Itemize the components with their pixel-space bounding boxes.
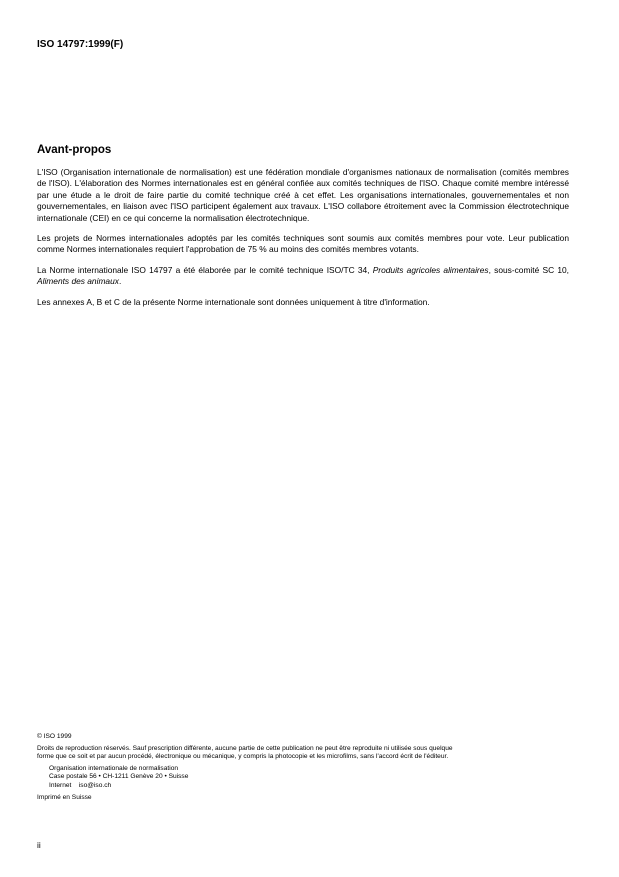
postal-address: Case postale 56 • CH-1211 Genève 20 • Suisse [49,773,189,781]
committee-name: Produits agricoles alimentaires [372,264,489,275]
committee-text-2: , sous-comité SC 10, [488,264,570,275]
foreword-body [37,167,569,317]
rights-statement-line-1: Droits de reproduction réservés. Sauf prescription différente, aucune partie de cette publication ne peut être reproduite ni utilisée sous quelque [37,744,453,752]
page-number: ii [37,840,41,850]
foreword-paragraph-annexes: Les annexes A, B et C de la présente Norme internationale sont données uniquement à titre d'information. [37,296,430,307]
internet-contact [37,782,582,791]
internet-email: iso@iso.ch [78,781,112,789]
foreword-paragraph-committee [37,265,569,288]
copyright-block [37,733,582,802]
organization-name: Organisation internationale de normalisation [49,764,179,772]
copyright-notice: © ISO 1999 [37,733,72,740]
printed-in: Imprimé en Suisse [37,793,92,801]
subcommittee-name: Aliments des animaux [37,276,119,287]
standard-reference: ISO 14797:1999(F) [37,39,124,50]
foreword-paragraph-iso-organization: L'ISO (Organisation internationale de normalisation) est une fédération mondiale d'organismes nationaux de normalisation (comités membres de l'ISO). L'élaboration des Normes internationales est en général confiée aux comités techniques de l'ISO. Chaque comité membre intéressé par une étude a le droit de faire partie du comité technique créé à cet effet. Les organisations internationales, gouvernementales et non gouvernementales, en liaison avec l'ISO participent également aux travaux. L'ISO collabore étroitement avec la Commission électrotechnique internationale (CEI) en ce qui concerne la normalisation électrotechnique. [37,167,569,223]
foreword-paragraph-voting: Les projets de Normes internationales adoptés par les comités techniques sont soumis aux comités membres pour vote. Leur publication comme Normes internationales requiert l'approbation de 75 % au moins des comités membres votants. [37,233,569,255]
internet-label: Internet [49,781,72,789]
foreword-title: Avant-propos [37,144,112,156]
committee-text-1: La Norme internationale ISO 14797 a été élaborée par le comité technique ISO/TC 34, [37,264,373,275]
rights-statement-line-2: forme que ce soit et par aucun procédé, électronique ou mécanique, y compris la photocopie et les microfilms, sans l'accord écrit de l'éditeur. [37,753,449,761]
committee-text-3: . [118,276,122,287]
